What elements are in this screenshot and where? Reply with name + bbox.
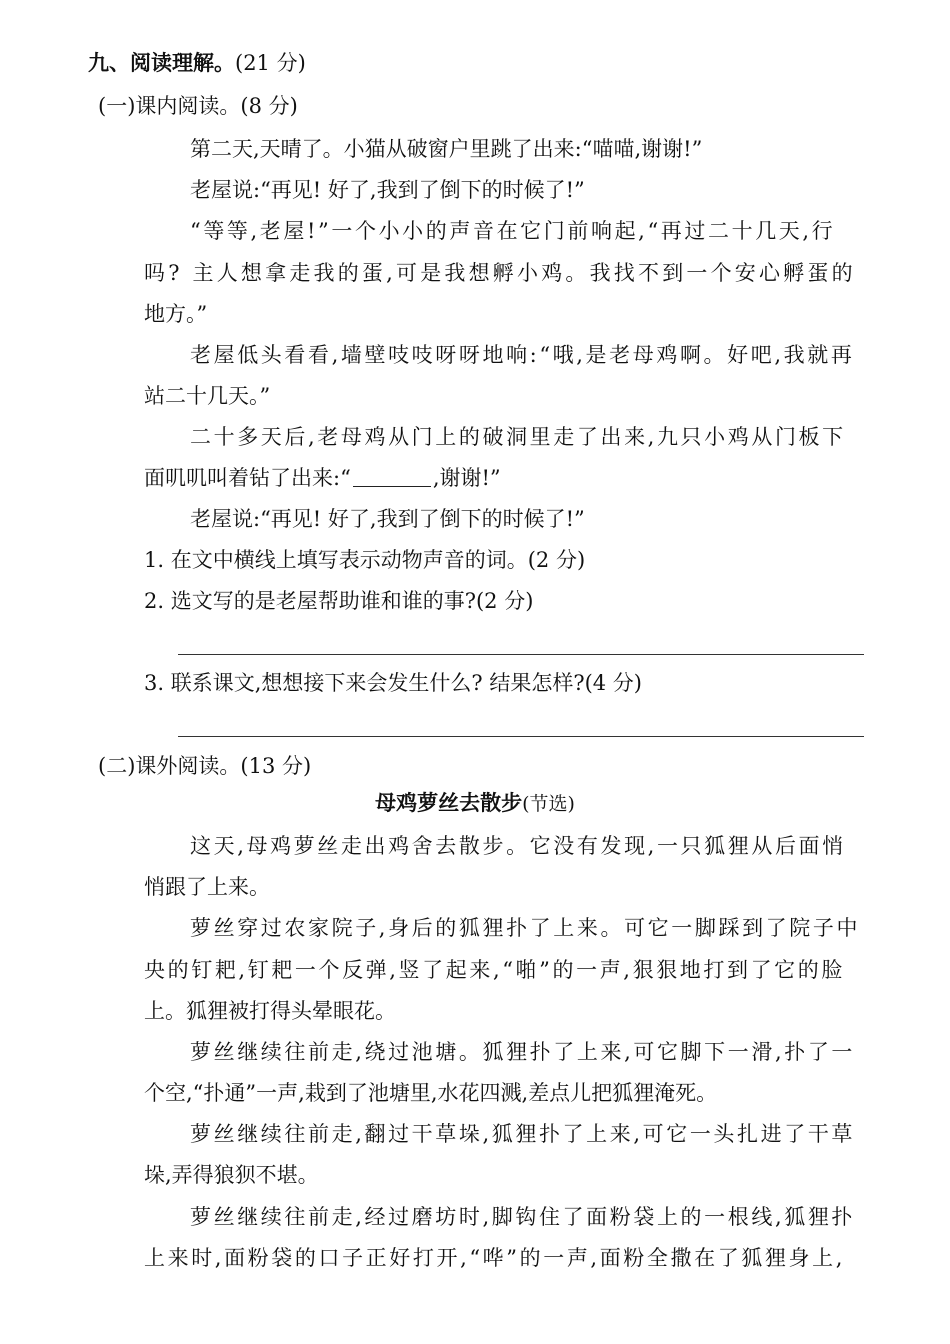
question-1: 1. 在文中横线上填写表示动物声音的词。(2 分) xyxy=(144,548,586,572)
answer-line-q2[interactable] xyxy=(178,654,864,655)
passage-line: 站二十几天。” xyxy=(144,384,271,408)
story-title xyxy=(0,788,950,819)
story-line: 萝丝继续往前走,绕过池塘。狐狸扑了上来,可它脚下一滑,扑了一 xyxy=(190,1040,856,1064)
passage-line: 老屋低头看看,墙壁吱吱呀呀地响:“哦,是老母鸡啊。好吧,我就再 xyxy=(190,343,855,367)
passage-line: 吗? 主人想拿走我的蛋,可是我想孵小鸡。我找不到一个安心孵蛋的 xyxy=(144,261,856,285)
section-label: 九、阅读理解。 xyxy=(88,50,235,75)
part2-heading: (二)课外阅读。(13 分) xyxy=(98,754,312,778)
passage-line: 第二天,天晴了。小猫从破窗户里跳了出来:“喵喵,谢谢!” xyxy=(190,137,703,161)
story-title-note: (节选) xyxy=(522,793,575,815)
story-line: 上来时,面粉袋的口子正好打开,“哗”的一声,面粉全撒在了狐狸身上, xyxy=(144,1246,845,1270)
blank-prefix: 面叽叽叫着钻了出来:“ xyxy=(144,466,351,490)
question-3: 3. 联系课文,想想接下来会发生什么? 结果怎样?(4 分) xyxy=(144,671,642,695)
passage-line: 老屋说:“再见! 好了,我到了倒下的时候了!” xyxy=(190,178,585,202)
passage-line: 老屋说:“再见! 好了,我到了倒下的时候了!” xyxy=(190,507,585,531)
passage-line-with-blank xyxy=(144,463,501,493)
fill-in-blank[interactable] xyxy=(353,466,431,487)
story-line: 萝丝继续往前走,经过磨坊时,脚钩住了面粉袋上的一根线,狐狸扑 xyxy=(190,1205,856,1229)
story-line: 个空,“扑通”一声,栽到了池塘里,水花四溅,差点儿把狐狸淹死。 xyxy=(144,1081,718,1105)
part1-heading: (一)课内阅读。(8 分) xyxy=(98,94,298,118)
section-score: (21 分) xyxy=(235,51,306,75)
story-line: 萝丝继续往前走,翻过干草垛,狐狸扑了上来,可它一头扎进了干草 xyxy=(190,1122,856,1146)
story-line: 悄跟了上来。 xyxy=(144,875,270,899)
blank-suffix: ,谢谢!” xyxy=(432,466,501,490)
story-line: 这天,母鸡萝丝走出鸡舍去散步。它没有发现,一只狐狸从后面悄 xyxy=(190,834,846,858)
story-line: 垛,弄得狼狈不堪。 xyxy=(144,1163,319,1187)
section-heading xyxy=(88,48,306,78)
story-line: 萝丝穿过农家院子,身后的狐狸扑了上来。可它一脚踩到了院子中 xyxy=(190,916,861,940)
story-line: 上。狐狸被打得头晕眼花。 xyxy=(144,999,396,1023)
story-line: 央的钉耙,钉耙一个反弹,竖了起来,“啪”的一声,狠狠地打到了它的脸 xyxy=(144,958,845,982)
passage-line: “等等,老屋!”一个小小的声音在它门前响起,“再过二十几天,行 xyxy=(190,219,836,243)
story-title-text: 母鸡萝丝去散步 xyxy=(375,790,523,815)
passage-line: 二十多天后,老母鸡从门上的破洞里走了出来,九只小鸡从门板下 xyxy=(190,425,846,449)
answer-line-q3[interactable] xyxy=(178,736,864,737)
passage-line: 地方。” xyxy=(144,302,208,326)
question-2: 2. 选文写的是老屋帮助谁和谁的事?(2 分) xyxy=(144,589,534,613)
